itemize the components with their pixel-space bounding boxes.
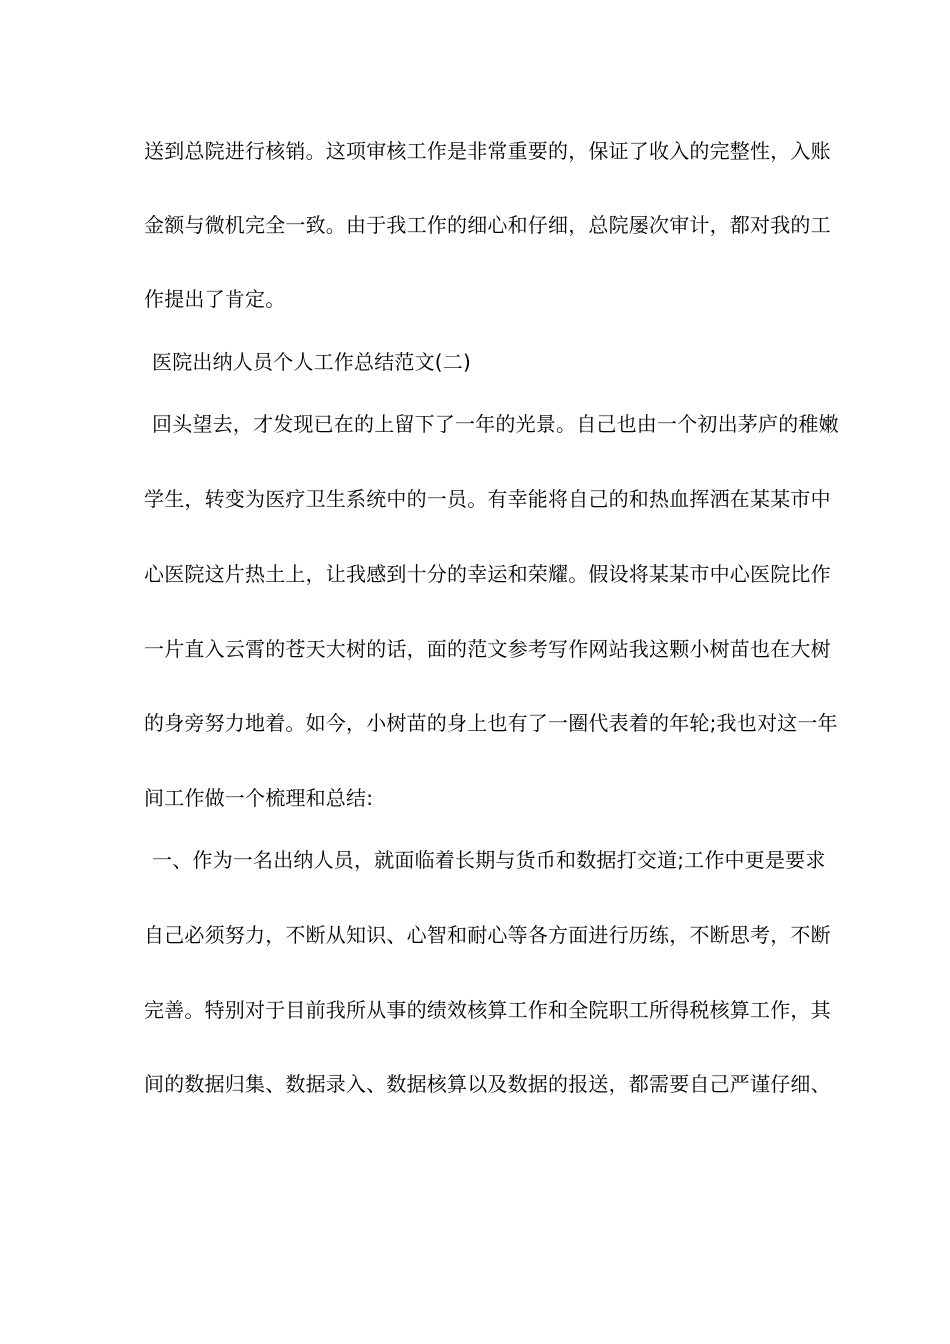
body-text-line: 一、作为一名出纳人员，就面临着长期与货币和数据打交道;工作中更是要求 (152, 848, 826, 872)
body-text-line: 心医院这片热土上，让我感到十分的幸运和荣耀。假设将某某市中心医院比作 (144, 562, 831, 586)
body-text-line: 的身旁努力地着。如今，小树苗的身上也有了一圈代表着的年轮;我也对这一年 (144, 711, 838, 735)
body-text-line: 间的数据归集、数据录入、数据核算以及数据的报送，都需要自己严谨仔细、 (144, 1072, 831, 1096)
body-text-line: 一片直入云霄的苍天大树的话，面的范文参考写作网站我这颗小树苗也在大树 (144, 637, 831, 661)
section-heading: 医院出纳人员个人工作总结范文(二) (152, 350, 472, 374)
body-text-line: 自己必须努力，不断从知识、心智和耐心等各方面进行历练，不断思考，不断 (144, 923, 831, 947)
body-text-line: 回头望去，才发现已在的上留下了一年的光景。自己也由一个初出茅庐的稚嫩 (152, 412, 839, 436)
body-text-line: 间工作做一个梳理和总结: (144, 786, 374, 810)
body-text-line: 学生，转变为医疗卫生系统中的一员。有幸能将自己的和热血挥洒在某某市中 (144, 487, 831, 511)
body-text-line: 完善。特别对于目前我所从事的绩效核算工作和全院职工所得税核算工作，其 (144, 998, 831, 1022)
body-text-line: 作提出了肯定。 (144, 287, 286, 311)
body-text-line: 送到总院进行核销。这项审核工作是非常重要的，保证了收入的完整性，入账 (144, 139, 831, 163)
body-text-line: 金额与微机完全一致。由于我工作的细心和仔细，总院屡次审计，都对我的工 (144, 213, 831, 237)
